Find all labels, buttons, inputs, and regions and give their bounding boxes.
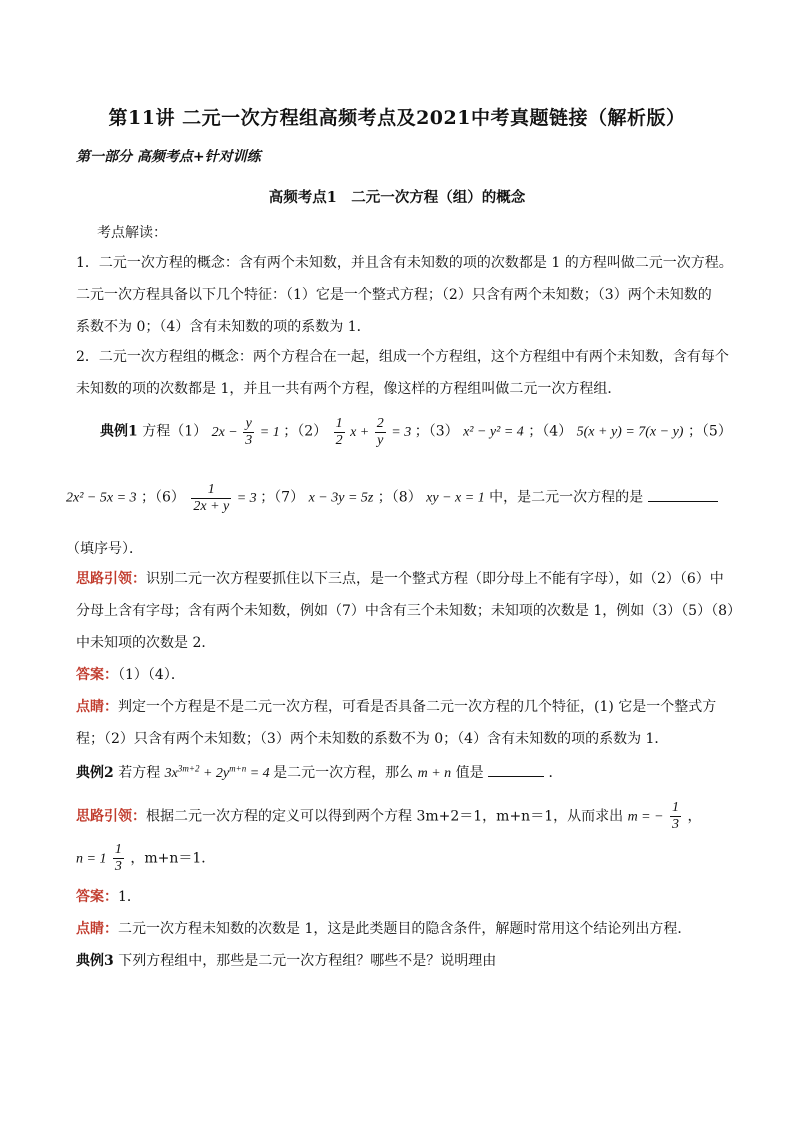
example-3-label: 典例3	[76, 953, 114, 969]
answer-blank-2[interactable]	[488, 776, 544, 777]
equation-4: 5(x + y) = 7(x − y)	[576, 424, 684, 440]
paragraph-1b: 二元一次方程具备以下几个特征：（1）它是一个整式方程；（2）只含有两个未知数；（3）两个未知数的	[76, 287, 712, 303]
equation-3: x² − y² = 4	[463, 424, 524, 440]
paragraph-2b: 未知数的项的次数都是 1，并且一共有两个方程，像这样的方程组叫做二元一次方程组．	[76, 381, 622, 397]
answer-label: 答案：	[76, 667, 118, 683]
hint-2b: n = 1 $\frac{1}{3}$ ，m+n＝1．	[76, 842, 216, 874]
note-label: 点睛：	[76, 699, 118, 715]
hint-1: 思路引领：识别二元一次方程要抓住以下三点，是一个整式方程（即分母上不能有字母），如（2）（6）中	[76, 571, 724, 587]
example-1-label: 典例1	[100, 423, 138, 440]
hint-label: 思路引领：	[76, 571, 146, 587]
answer-2: 答案：1．	[76, 889, 141, 905]
example-3: 典例3 下列方程组中，那些是二元一次方程组？哪些不是？说明理由	[76, 953, 497, 969]
paragraph-2: 2．二元一次方程组的概念：两个方程合在一起，组成一个方程组，这个方程组中有两个未知数，含有每个	[76, 349, 729, 365]
hint-1c: 中未知项的次数是 2．	[76, 635, 216, 651]
equation-ex2: $3x^{3m+2} + 2y^{m+n} = 4$	[164, 763, 270, 781]
note-1: 点睛：判定一个方程是不是二元一次方程，可看是否具备二元一次方程的几个特征，(1) 它是一个整式方	[76, 699, 717, 715]
equation-6: $\frac{1}{2x + y}$ = 3	[193, 482, 257, 514]
example-2: 典例2 若方程 $3x^{3m+2} + 2y^{m+n} = 4$ 是二元一次方程，那么 m + n 值是 ．	[76, 763, 563, 781]
example-1-line-1: 典例1 方程（1） 2x − $\frac{y}{3}$ = 1 ；（2） $\frac{1}{2}$ x + $\frac{2}{y}$ = 3 ；（3） x² − y² = 4 ；（4） 5(x + y) = 7(x − y) ；（5）	[100, 416, 732, 448]
intro-label: 考点解读：	[97, 225, 167, 241]
hint-1b: 分母上含有字母；含有两个未知数，例如（7）中含有三个未知数；未知项的次数是 1，例如（3）（5）（8）	[76, 603, 741, 619]
paragraph-1c: 系数不为 0；（4）含有未知数的项的系数为 1．	[76, 319, 371, 335]
fill-instruction: （填序号）．	[66, 541, 143, 557]
note-2: 点睛：二元一次方程未知数的次数是 1，这是此类题目的隐含条件，解题时常用这个结论列出方程．	[76, 921, 692, 937]
answer-blank-1[interactable]	[648, 501, 718, 502]
equation-5: 2x² − 5x = 3	[66, 490, 137, 506]
section-heading: 高频考点1 二元一次方程（组）的概念	[268, 189, 526, 206]
note-1b: 程；（2）只含有两个未知数；（3）两个未知数的系数不为 0；（4）含有未知数的项的系数为 1．	[76, 731, 669, 747]
answer-1: 答案：（1）（4）．	[76, 667, 185, 683]
equation-2: $\frac{1}{2}$ x + $\frac{2}{y}$ = 3	[335, 416, 412, 448]
part-heading: 第一部分 高频考点+针对训练	[76, 149, 261, 165]
paragraph-1: 1．二元一次方程的概念：含有两个未知数，并且含有未知数的项的次数都是 1 的方程叫做二元一次方程。	[76, 255, 733, 271]
equation-8: xy − x = 1	[426, 490, 485, 506]
example-2-label: 典例2	[76, 765, 114, 781]
example-1-line-2: 2x² − 5x = 3 ；（6） $\frac{1}{2x + y}$ = 3 ；（7） x − 3y = 5z ；（8） xy − x = 1 中，是二元一次方程的是	[66, 482, 718, 515]
hint-2: 思路引领：根据二元一次方程的定义可以得到两个方程 3m+2＝1，m+n＝1，从而求出 m = − $\frac{1}{3}$ ，	[76, 800, 702, 832]
equation-1: 2x − $\frac{y}{3}$ = 1	[211, 416, 280, 448]
equation-7: x − 3y = 5z	[308, 490, 374, 506]
page-title: 第11讲 二元一次方程组高频考点及2021中考真题链接（解析版）	[108, 107, 686, 129]
